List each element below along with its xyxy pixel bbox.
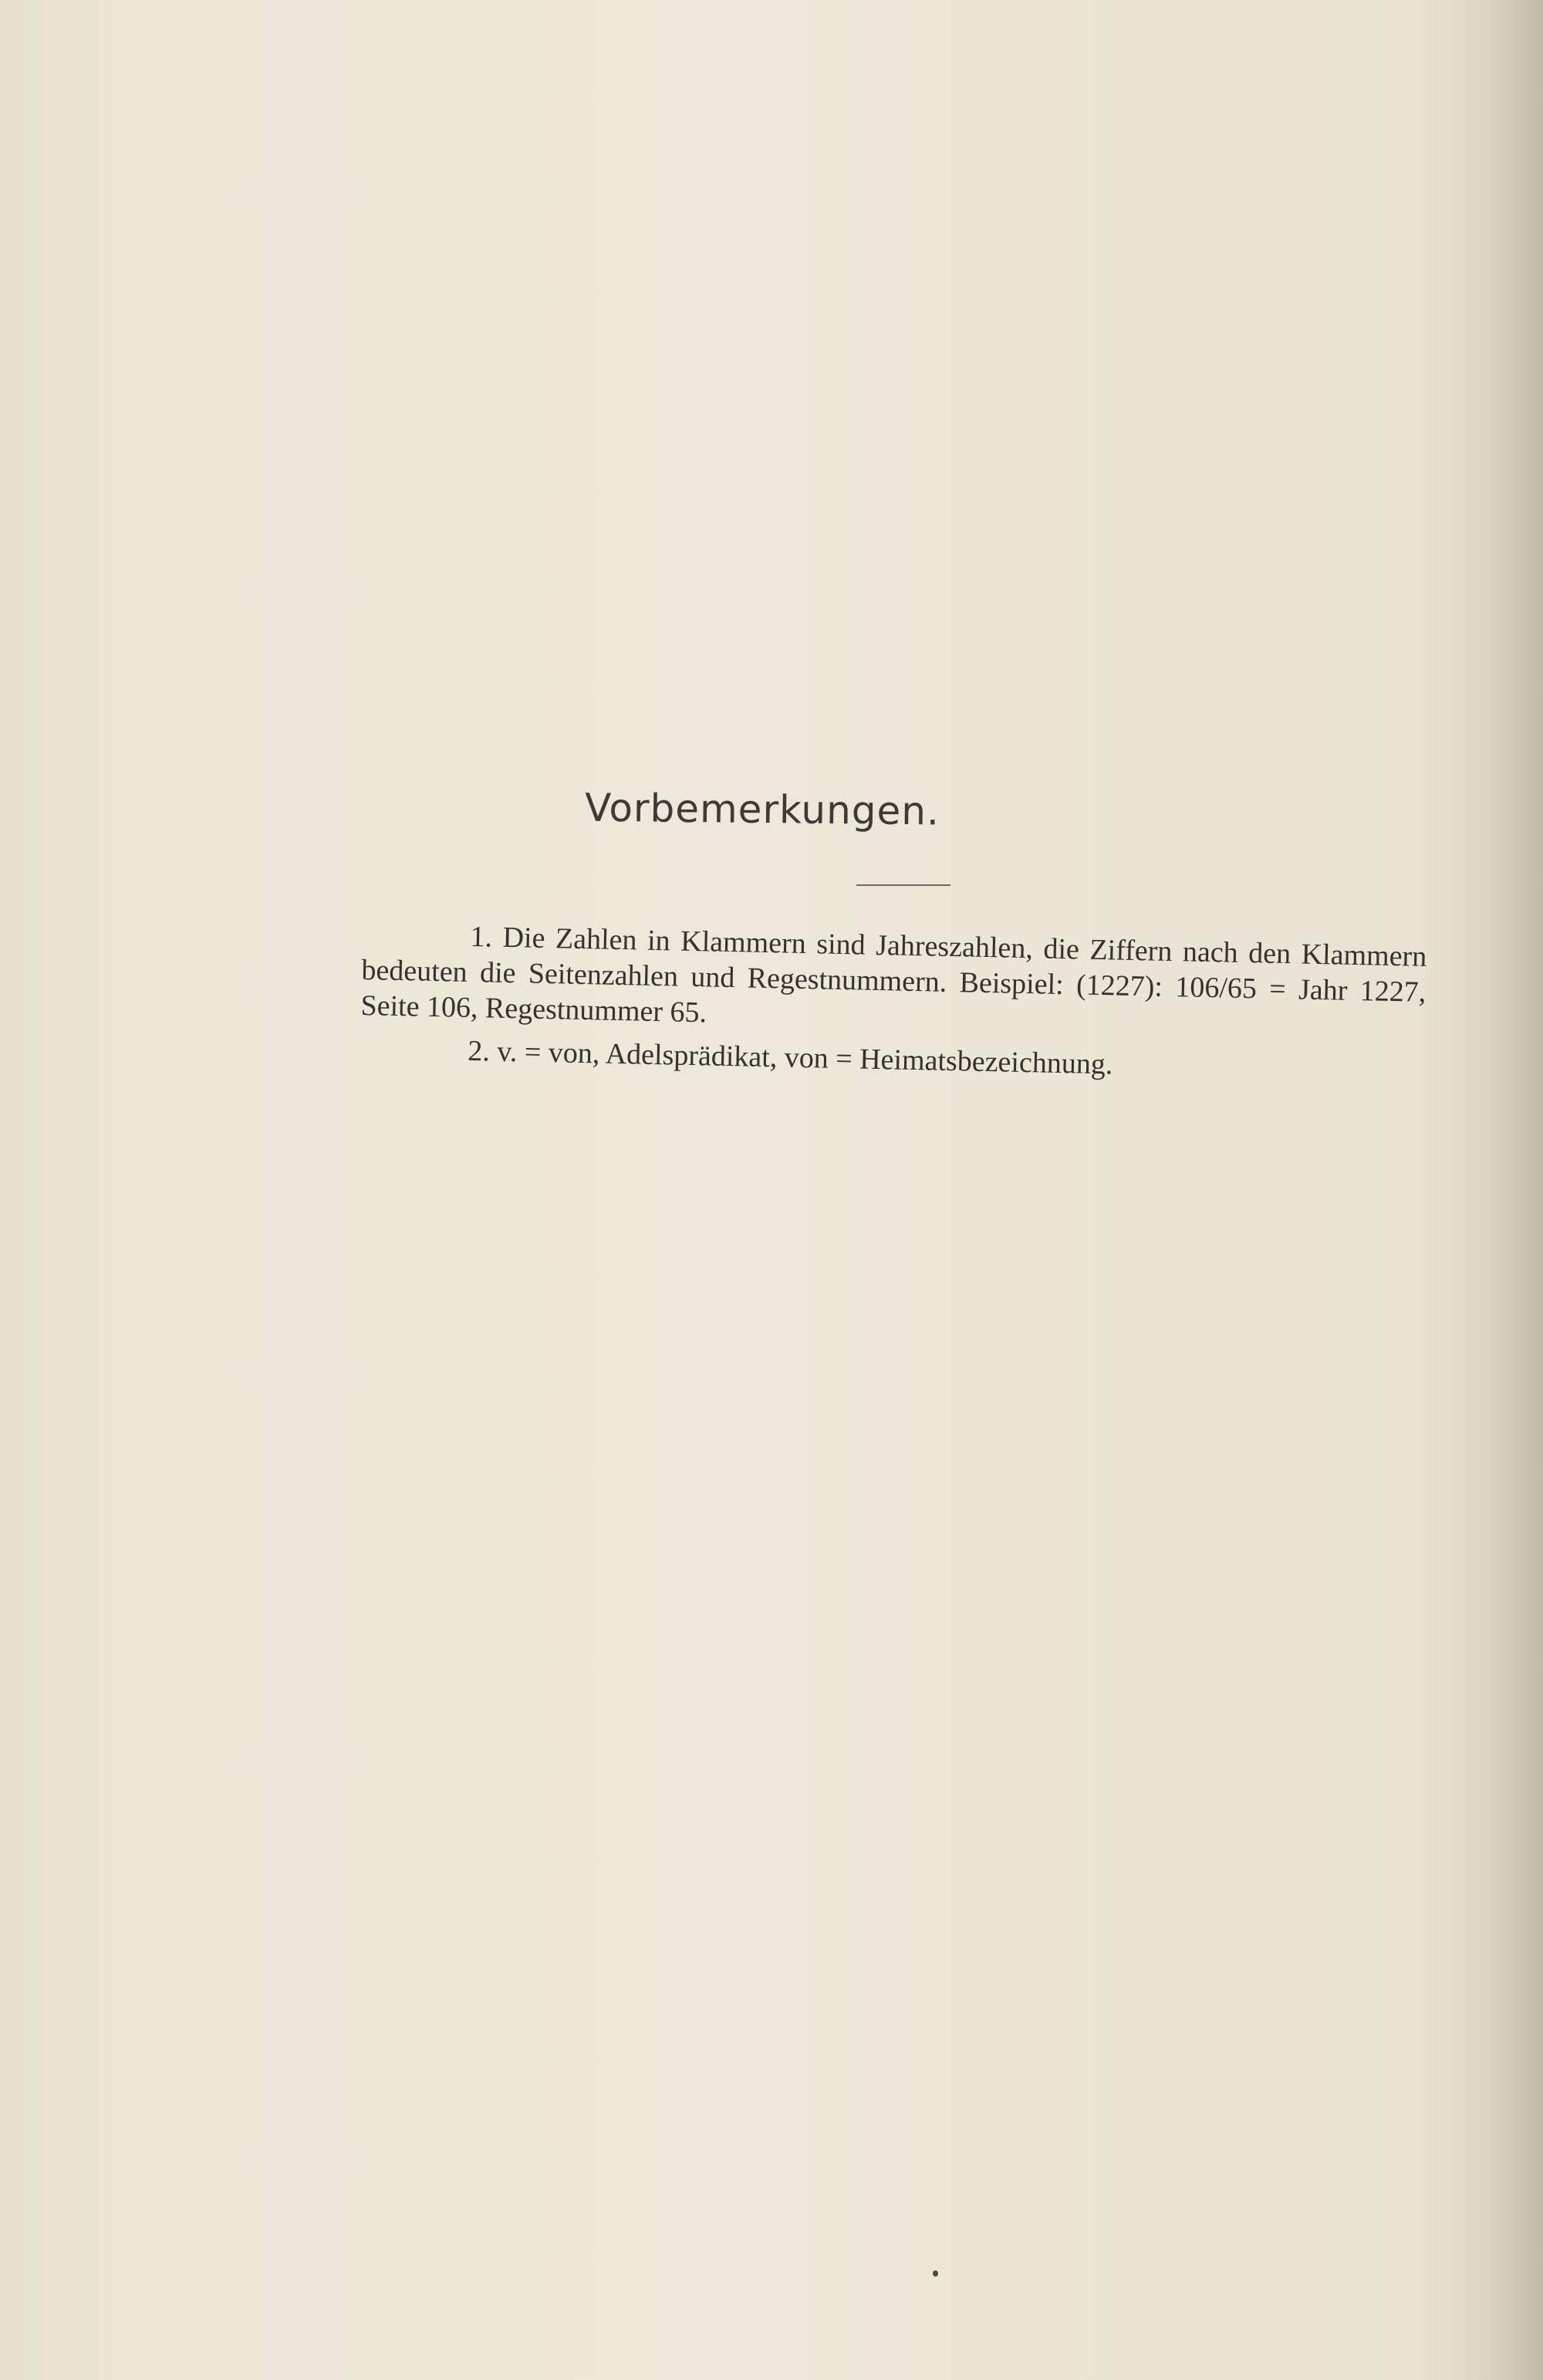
page-edge-shadow [1489,0,1543,2380]
title-divider [856,884,950,886]
remark-paragraph-2: 2. v. = von, Adelsprädikat, von = Heimatsbezeichnung. [467,1034,1113,1081]
remarks-body [360,917,1427,1089]
remark-paragraph-1: 1. Die Zahlen in Klammern sind Jahreszahlen, die Ziffern nach den Klammern bedeuten die Seitenzahlen und Regestnummern. Beispiel: (1227): 106/65 = Jahr 1227, Seite 106, Regestnummer 65. [360,920,1427,1029]
page-title: Vorbemerkungen. [584,785,940,834]
page-mark [933,2270,938,2277]
